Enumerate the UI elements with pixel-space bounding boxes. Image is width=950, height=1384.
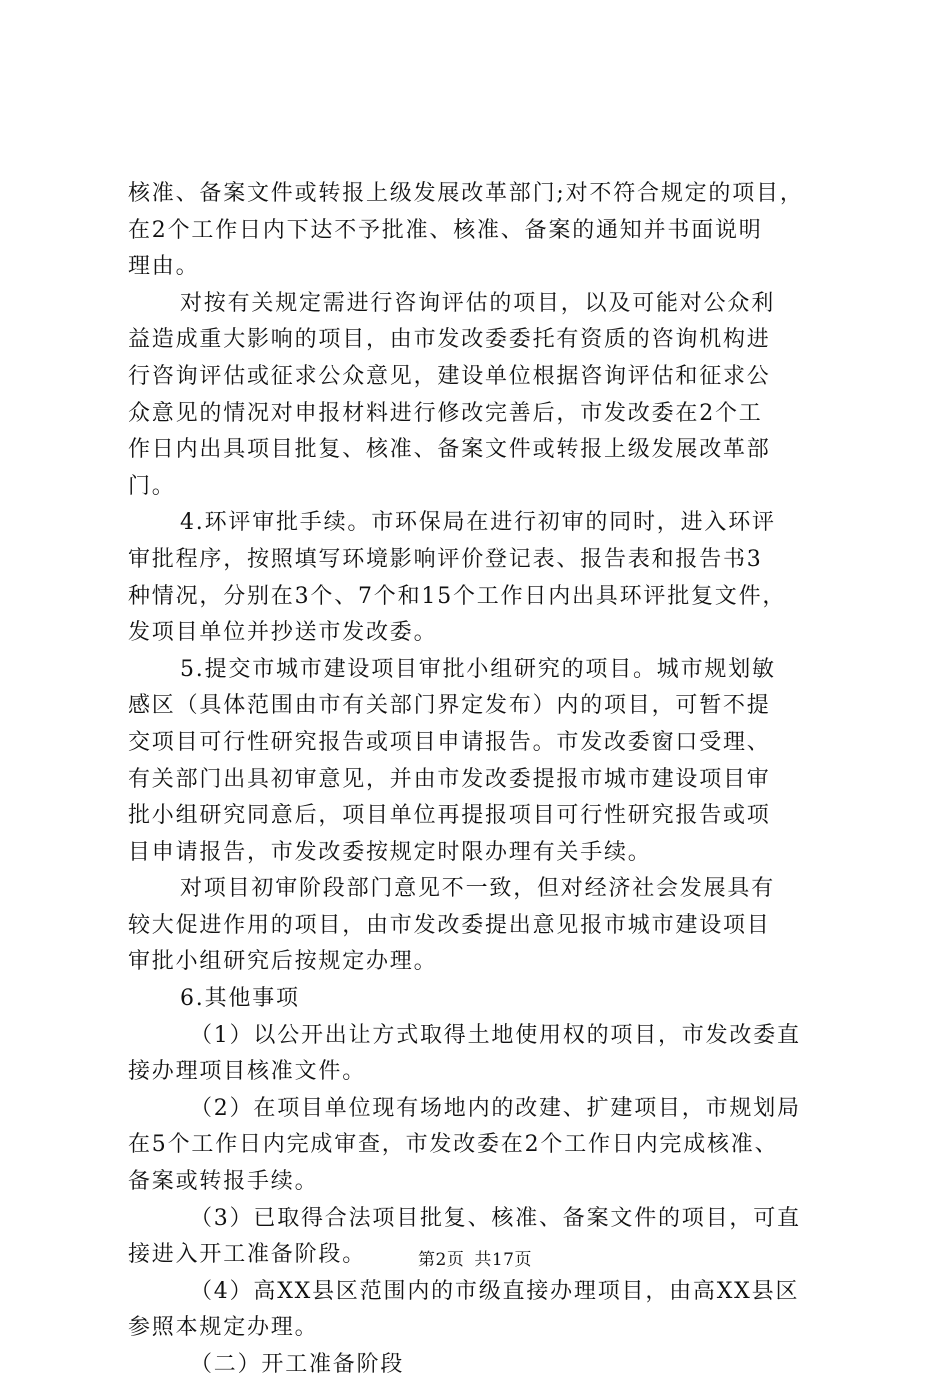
text-line: 6.其他事项 bbox=[180, 986, 300, 1012]
text-line: 交项目可行性研究报告或项目申请报告。市发改委窗口受理、 bbox=[128, 729, 771, 755]
text-line: 发项目单位并抄送市发改委。 bbox=[128, 620, 438, 646]
text-line: 有关部门出具初审意见，并由市发改委提报市城市建设项目审 bbox=[128, 766, 771, 792]
text-line: 对按有关规定需进行咨询评估的项目，以及可能对公众利 bbox=[180, 290, 776, 316]
text-line: 参照本规定办理。 bbox=[128, 1315, 319, 1341]
text-line: （2）在项目单位现有场地内的改建、扩建项目，市规划局 bbox=[190, 1095, 801, 1121]
page-total: 共17页 bbox=[474, 1250, 532, 1270]
text-line: 接进入开工准备阶段。 bbox=[128, 1242, 367, 1268]
document-body bbox=[128, 176, 828, 1384]
text-line: 益造成重大影响的项目，由市发改委委托有资质的咨询机构进 bbox=[128, 327, 771, 353]
text-line: 众意见的情况对申报材料进行修改完善后，市发改委在2个工 bbox=[128, 400, 763, 426]
text-line: 审批小组研究后按规定办理。 bbox=[128, 949, 438, 975]
text-line: 批小组研究同意后，项目单位再提报项目可行性研究报告或项 bbox=[128, 803, 771, 829]
text-line: 理由。 bbox=[128, 254, 200, 280]
text-line: 行咨询评估或征求公众意见，建设单位根据咨询评估和征求公 bbox=[128, 363, 771, 389]
text-line: 作日内出具项目批复、核准、备案文件或转报上级发展改革部 bbox=[128, 437, 771, 463]
text-line: 审批程序，按照填写环境影响评价登记表、报告表和报告书3 bbox=[128, 546, 763, 572]
text-line: 在2个工作日内下达不予批准、核准、备案的通知并书面说明 bbox=[128, 217, 763, 243]
text-line: 接办理项目核准文件。 bbox=[128, 1059, 367, 1085]
text-line: 4.环评审批手续。市环保局在进行初审的同时，进入环评 bbox=[180, 510, 776, 536]
text-line: （1）以公开出让方式取得土地使用权的项目，市发改委直 bbox=[190, 1022, 801, 1048]
text-line: 备案或转报手续。 bbox=[128, 1169, 319, 1195]
text-line: 较大促进作用的项目，由市发改委提出意见报市城市建设项目 bbox=[128, 912, 771, 938]
text-line: 目申请报告，市发改委按规定时限办理有关手续。 bbox=[128, 839, 652, 865]
text-line: 核准、备案文件或转报上级发展改革部门;对不符合规定的项目， bbox=[128, 181, 804, 206]
text-line: 种情况，分别在3个、7个和15个工作日内出具环评批复文件， bbox=[128, 583, 787, 609]
text-line: 对项目初审阶段部门意见不一致，但对经济社会发展具有 bbox=[180, 876, 776, 902]
text-line: 5.提交市城市建设项目审批小组研究的项目。城市规划敏 bbox=[180, 656, 776, 682]
text-line: 门。 bbox=[128, 473, 176, 499]
text-line: （3）已取得合法项目批复、核准、备案文件的项目，可直 bbox=[190, 1205, 801, 1231]
text-line: （二）开工准备阶段 bbox=[190, 1352, 405, 1377]
page-number: 第2页 bbox=[418, 1250, 465, 1270]
text-line: 感区（具体范围由市有关部门界定发布）内的项目，可暂不提 bbox=[128, 693, 771, 719]
page-footer bbox=[0, 1245, 950, 1270]
text-line: 在5个工作日内完成审查，市发改委在2个工作日内完成核准、 bbox=[128, 1132, 779, 1158]
text-line: （4）高XX县区范围内的市级直接办理项目，由高XX县区 bbox=[190, 1278, 800, 1304]
